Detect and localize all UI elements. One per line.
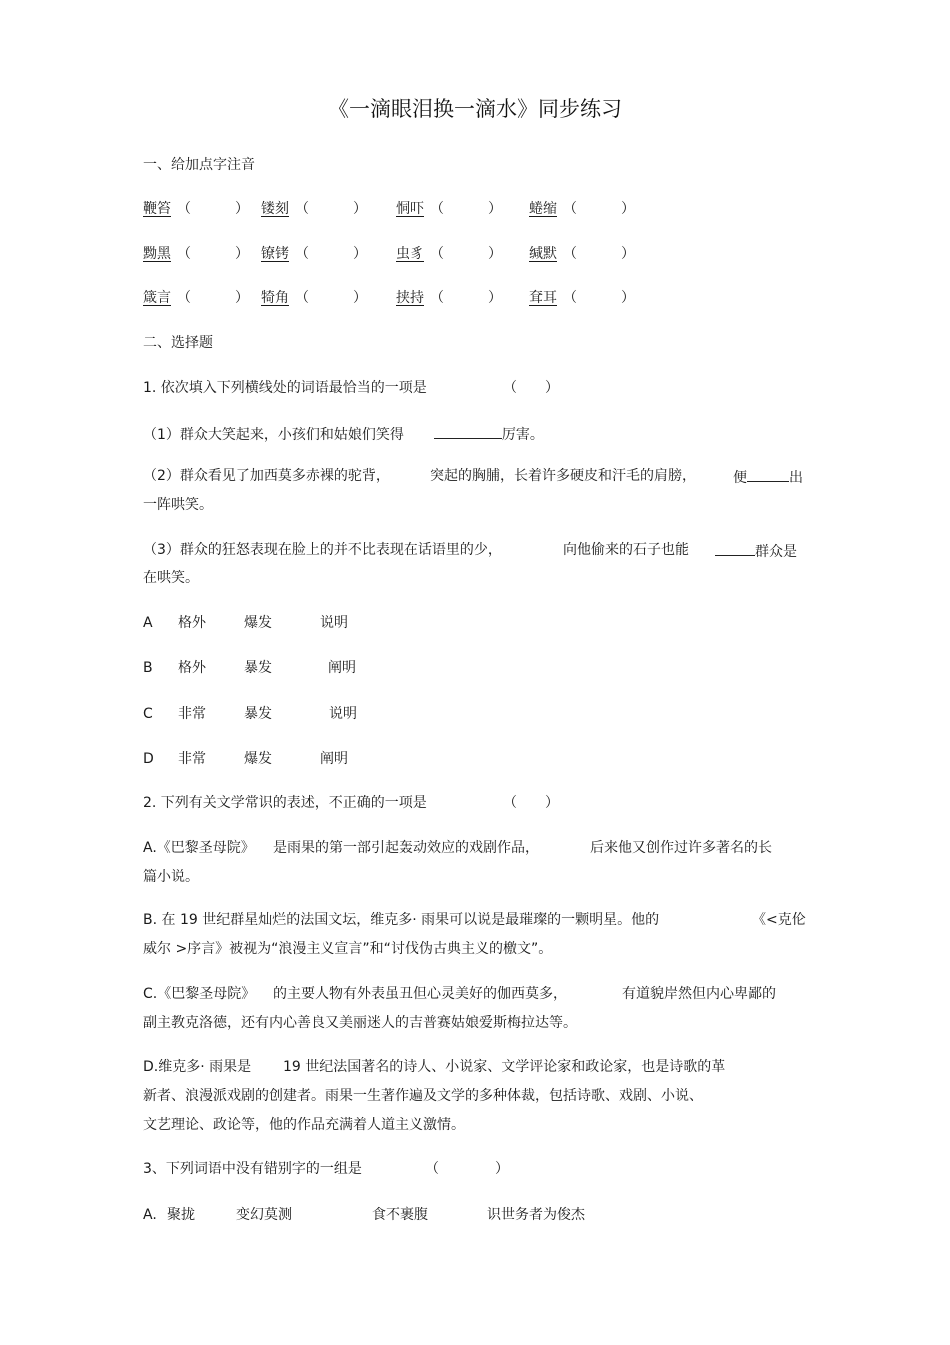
fill-blank (715, 540, 755, 556)
pinyin-word: 镂刻 (261, 201, 289, 217)
option-word: 说明 (320, 615, 348, 631)
sentence-text: 厉害。 (501, 427, 544, 443)
question-1-stem: 1. 依次填入下列横线处的词语最恰当的一项是 (143, 380, 427, 396)
pinyin-word: 恫吓 (396, 201, 424, 217)
sentence-text: 便 (733, 470, 747, 486)
answer-paren-close: ） (488, 246, 502, 262)
section-heading-choice: 二、选择题 (143, 335, 213, 351)
sentence-text: （1）群众大笑起来，小孩们和姑娘们笑得 (143, 427, 404, 443)
answer-paren-open: （ (430, 290, 444, 306)
option-word: 爆发 (244, 615, 272, 631)
option-word: 非常 (178, 706, 206, 722)
pinyin-item (529, 199, 557, 219)
section-heading-pinyin: 一、给加点字注音 (143, 157, 255, 173)
option-letter: A (143, 615, 153, 631)
answer-paren-open: （ (430, 201, 444, 217)
pinyin-word: 箴言 (143, 290, 171, 306)
pinyin-item (261, 288, 289, 308)
option-letter: B (143, 660, 153, 676)
option-word: 暴发 (244, 660, 272, 676)
question-2-option-a-2: 是雨果的第一部引起轰动效应的戏剧作品， (273, 840, 539, 856)
pinyin-word: 耷耳 (529, 290, 557, 306)
pinyin-word: 蜷缩 (529, 201, 557, 217)
answer-paren-open: （ (177, 290, 191, 306)
pinyin-word: 犄角 (261, 290, 289, 306)
answer-paren-close: ） (488, 201, 502, 217)
question-2-answer-paren: （ ） (503, 795, 559, 811)
option-word: 格外 (178, 615, 206, 631)
pinyin-item (143, 288, 171, 308)
question-3-option-a-word-4: 识世务者为俊杰 (487, 1207, 585, 1223)
answer-paren-open: （ (177, 201, 191, 217)
pinyin-word: 镣铐 (261, 246, 289, 262)
question-3-option-a-word-3: 食不裹腹 (372, 1207, 428, 1223)
answer-paren-close: ） (235, 246, 249, 262)
question-1-sentence-2-c (733, 466, 803, 488)
answer-paren-open: （ (563, 201, 577, 217)
question-2-option-d-2: 19 世纪法国著名的诗人、小说家、文学评论家和政论家，也是诗歌的革 (283, 1059, 726, 1075)
question-3-option-a-letter: A. (143, 1207, 157, 1223)
pinyin-word: 挟持 (396, 290, 424, 306)
question-1-sentence-3-b: 向他偷来的石子也能 (563, 542, 689, 558)
answer-paren-close: ） (621, 201, 635, 217)
question-2-option-a-1: A.《巴黎圣母院》 (143, 840, 255, 856)
answer-paren-close: ） (353, 201, 367, 217)
pinyin-word: 鞭笞 (143, 201, 171, 217)
question-2-option-d-1: D.维克多· 雨果是 (143, 1059, 252, 1075)
answer-paren-close: ） (621, 246, 635, 262)
pinyin-item (261, 199, 289, 219)
question-2-option-b-line2: 威尔 >序言》被视为“浪漫主义宣言”和“讨伐伪古典主义的檄文”。 (143, 941, 553, 957)
answer-paren-open: （ (563, 290, 577, 306)
pinyin-word: 黝黑 (143, 246, 171, 262)
answer-paren-close: ） (353, 290, 367, 306)
answer-paren-close: ） (235, 201, 249, 217)
answer-paren-open: （ (563, 246, 577, 262)
fill-blank (747, 466, 789, 482)
option-word: 说明 (329, 706, 357, 722)
pinyin-item (261, 244, 289, 264)
fill-blank (434, 423, 502, 439)
option-letter: C (143, 706, 153, 722)
question-1-sentence-1 (143, 423, 544, 445)
question-3-option-a-word-2: 变幻莫测 (236, 1207, 292, 1223)
answer-paren-open: （ (295, 201, 309, 217)
question-3-answer-paren: （ ） (425, 1161, 509, 1177)
page-title: 《一滴眼泪换一滴水》同步练习 (328, 97, 622, 121)
question-2-option-a-3: 后来他又创作过许多著名的长 (590, 840, 772, 856)
question-3-stem: 3、下列词语中没有错别字的一组是 (143, 1161, 362, 1177)
question-2-option-b-2: 《<克伦 (752, 912, 806, 928)
question-1-sentence-2-a: （2）群众看见了加西莫多赤裸的驼背， (143, 468, 390, 484)
answer-paren-open: （ (430, 246, 444, 262)
question-2-option-c-3: 有道貌岸然但内心卑鄙的 (622, 986, 776, 1002)
option-letter: D (143, 751, 154, 767)
question-1-answer-paren: （ ） (503, 380, 559, 396)
question-2-option-c-line2: 副主教克洛德，还有内心善良又美丽迷人的吉普赛姑娘爱斯梅拉达等。 (143, 1015, 577, 1031)
pinyin-word: 缄默 (529, 246, 557, 262)
answer-paren-open: （ (177, 246, 191, 262)
question-1-sentence-2-b: 突起的胸脯，长着许多硬皮和汗毛的肩膀， (430, 468, 696, 484)
pinyin-item (143, 199, 171, 219)
option-word: 暴发 (244, 706, 272, 722)
question-2-option-d-line2: 新者、浪漫派戏剧的创建者。雨果一生著作遍及文学的多种体裁，包括诗歌、戏剧、小说、 (143, 1088, 703, 1104)
question-3-option-a-word-1: 聚拢 (167, 1207, 195, 1223)
option-word: 阐明 (328, 660, 356, 676)
question-2-option-b-1: B. 在 19 世纪群星灿烂的法国文坛，维克多· 雨果可以说是最璀璨的一颗明星。他的 (143, 912, 660, 928)
question-2-option-c-1: C.《巴黎圣母院》 (143, 986, 256, 1002)
answer-paren-close: ） (235, 290, 249, 306)
answer-paren-close: ） (353, 246, 367, 262)
pinyin-item (529, 288, 557, 308)
pinyin-item (396, 244, 424, 264)
question-1-sentence-3-c (715, 540, 797, 562)
option-word: 非常 (178, 751, 206, 767)
sentence-text: 出 (789, 470, 803, 486)
question-1-sentence-3-a: （3）群众的狂怒表现在脸上的并不比表现在话语里的少， (143, 542, 502, 558)
answer-paren-open: （ (295, 290, 309, 306)
question-1-sentence-3-line2: 在哄笑。 (143, 570, 199, 586)
pinyin-item (396, 199, 424, 219)
question-2-option-d-line3: 文艺理论、政论等，他的作品充满着人道主义激情。 (143, 1117, 465, 1133)
option-word: 阐明 (320, 751, 348, 767)
option-word: 爆发 (244, 751, 272, 767)
answer-paren-close: ） (488, 290, 502, 306)
question-2-option-c-2: 的主要人物有外表虽丑但心灵美好的伽西莫多， (273, 986, 567, 1002)
question-2-option-a-line2: 篇小说。 (143, 869, 199, 885)
answer-paren-open: （ (295, 246, 309, 262)
question-2-stem: 2. 下列有关文学常识的表述，不正确的一项是 (143, 795, 427, 811)
pinyin-word: 虫豸 (396, 246, 424, 262)
sentence-text: 群众是 (755, 544, 797, 560)
pinyin-item (529, 244, 557, 264)
question-1-sentence-2-line2: 一阵哄笑。 (143, 497, 213, 513)
answer-paren-close: ） (621, 290, 635, 306)
pinyin-item (396, 288, 424, 308)
option-word: 格外 (178, 660, 206, 676)
pinyin-item (143, 244, 171, 264)
